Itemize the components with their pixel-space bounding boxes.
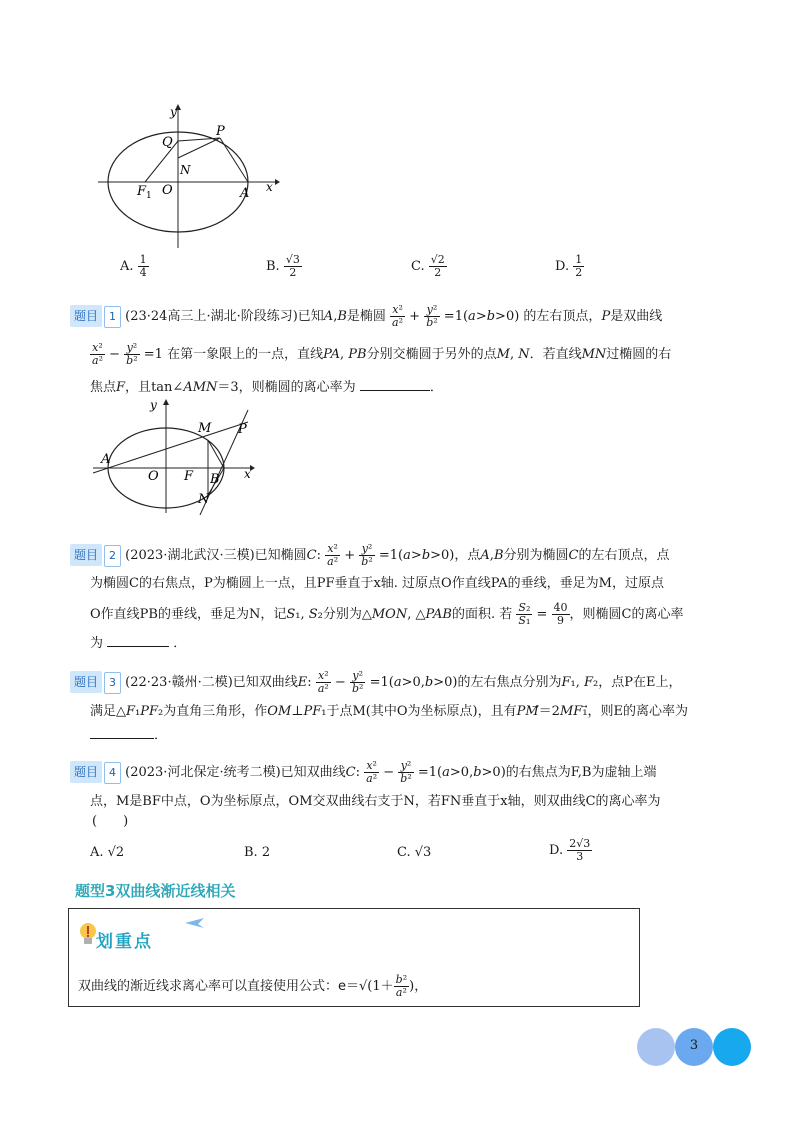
x-arrow (275, 179, 280, 185)
fig2-label-F: F (184, 469, 194, 484)
q3-line2: 满足△F₁PF₂为直角三角形，作OM⊥PF₁于点M(其中O为坐标原点)，且有PM⃗＝2MF₁⃗，则E的离心率为 (90, 704, 689, 719)
section-title: 题型3双曲线渐近线相关 (75, 882, 236, 900)
fig2-label-N: N (198, 492, 210, 507)
fig2-label-A: A (101, 452, 111, 467)
label-F1-sub: 1 (146, 191, 152, 201)
page-number: 3 (689, 1038, 699, 1053)
q4-choice-b[interactable]: B. 2 (244, 845, 271, 860)
q3-num: 3 (104, 672, 121, 694)
q4-line1: 题目 4 (2023·河北保定·统考二模)已知双曲线C: $\frac{\text{x²}}{\text{a²}}$ − $\frac{\text{y²}}{\text{b²}}$ =1(a>0,b>0)的右焦点为F,B为虚轴上端 (70, 760, 656, 785)
label-A: A (240, 186, 250, 201)
page-deco-circle-right (713, 1028, 751, 1066)
q2-line4: 为 ． (90, 636, 187, 651)
q4-line2: 点，M是BF中点，O为坐标原点，OM交双曲线右支于N，若FN垂直于x轴，则双曲线C的离心率为 (90, 794, 661, 809)
q2-answer-blank[interactable] (107, 646, 169, 647)
q4-choice-c[interactable]: C. √3 (397, 845, 432, 860)
q1-line3: 焦点F，且tan∠AMN＝3，则椭圆的离心率为 ． (90, 380, 443, 395)
q2-num: 2 (104, 545, 121, 567)
choice-c[interactable]: C. $\frac{√2}{2}$ (411, 253, 445, 279)
q3-line3: ． (90, 726, 167, 746)
q2-line2: 为椭圆C的右焦点，P为椭圆上一点，且PF垂直于x轴. 过原点O作直线PA的垂线，垂足为M，过原点 (90, 576, 664, 591)
keypoint-title: 划重点 (96, 932, 153, 952)
figure-ellipse-1 (90, 100, 290, 250)
fig2-label-P: P (238, 422, 247, 437)
airplane-icon (184, 916, 206, 930)
label-y: y (170, 105, 177, 119)
q1-num: 1 (104, 306, 121, 328)
q1-answer-blank[interactable] (360, 390, 430, 391)
fig2-label-x: x (244, 467, 251, 481)
q3-answer-blank[interactable] (90, 738, 154, 739)
q3-tag: 题目 (70, 671, 102, 693)
q4-line3: ( ) (92, 814, 129, 829)
fig2-label-M: M (198, 421, 212, 436)
q1-tag: 题目 (70, 305, 102, 327)
keypoint-text: 双曲线的渐近线求离心率可以直接使用公式：e＝√(1＋ $\frac{\text{b²}}{\text{a²}}$ )， (78, 973, 428, 999)
q2-tag: 题目 (70, 544, 102, 566)
choice-a[interactable]: A. $\frac{1}{4}$ (120, 253, 147, 279)
label-O: O (162, 183, 173, 198)
label-x: x (266, 180, 273, 194)
q4-choice-d[interactable]: D. $\frac{2√3}{3}$ (549, 837, 591, 863)
label-F1: F (137, 184, 147, 199)
figure-ellipse-2 (88, 395, 268, 515)
choice-d[interactable]: D. $\frac{1}{2}$ (555, 253, 583, 279)
q3-line1: 题目 3 (22·23·赣州·二模)已知双曲线E: $\frac{\text{x²}}{\text{a²}}$ − $\frac{\text{y²}}{\text{b²}}$ =1(a>0,b>0)的左右焦点分别为F₁, F₂，点P在E上， (70, 670, 681, 695)
label-Q: Q (162, 135, 173, 150)
q4-tag: 题目 (70, 761, 102, 783)
fig2-label-y: y (150, 398, 157, 412)
q4-choice-a[interactable]: A. √2 (90, 845, 125, 860)
q1-line2: $\frac{\text{x²}}{\text{a²}}$ − $\frac{\text{y²}}{\text{b²}}$ =1 在第一象限上的一点，直线PA, PB分别交椭圆于另外的点M, N．若直线MN过椭圆的右 (92, 341, 672, 367)
choice-b[interactable]: B. $\frac{√3}{2}$ (266, 253, 300, 279)
q2-line1: 题目 2 (2023·湖北武汉·三模)已知椭圆C: $\frac{\text{x²}}{\text{a²}}$ + $\frac{\text{y²}}{\text{b²}}$ =1(a>b>0)，点A,B分别为椭圆C的左右顶点，点 (70, 543, 669, 568)
label-N: N (180, 163, 191, 177)
label-P: P (216, 124, 225, 139)
fig2-label-B: B (210, 472, 220, 487)
q4-num: 4 (104, 762, 121, 784)
q1-line1: 题目 1 (23·24高三上·湖北·阶段练习)已知A,B是椭圆 $\frac{\text{x²}}{\text{a²}}$ + $\frac{\text{y²}}{\text{b²}}$ =1(a>b>0) 的左右顶点，P是双曲线 (70, 304, 662, 329)
q2-line3: O作直线PB的垂线，垂足为N，记S₁, S₂分别为△MON, △PAB的面积. 若 $\frac{\text{S₂}}{\text{S₁}}$ = $\frac{40}{9}$ ，则椭圆C的离心率 (90, 601, 684, 627)
page-deco-circle-left (637, 1028, 675, 1066)
fig2-label-O: O (148, 469, 159, 484)
